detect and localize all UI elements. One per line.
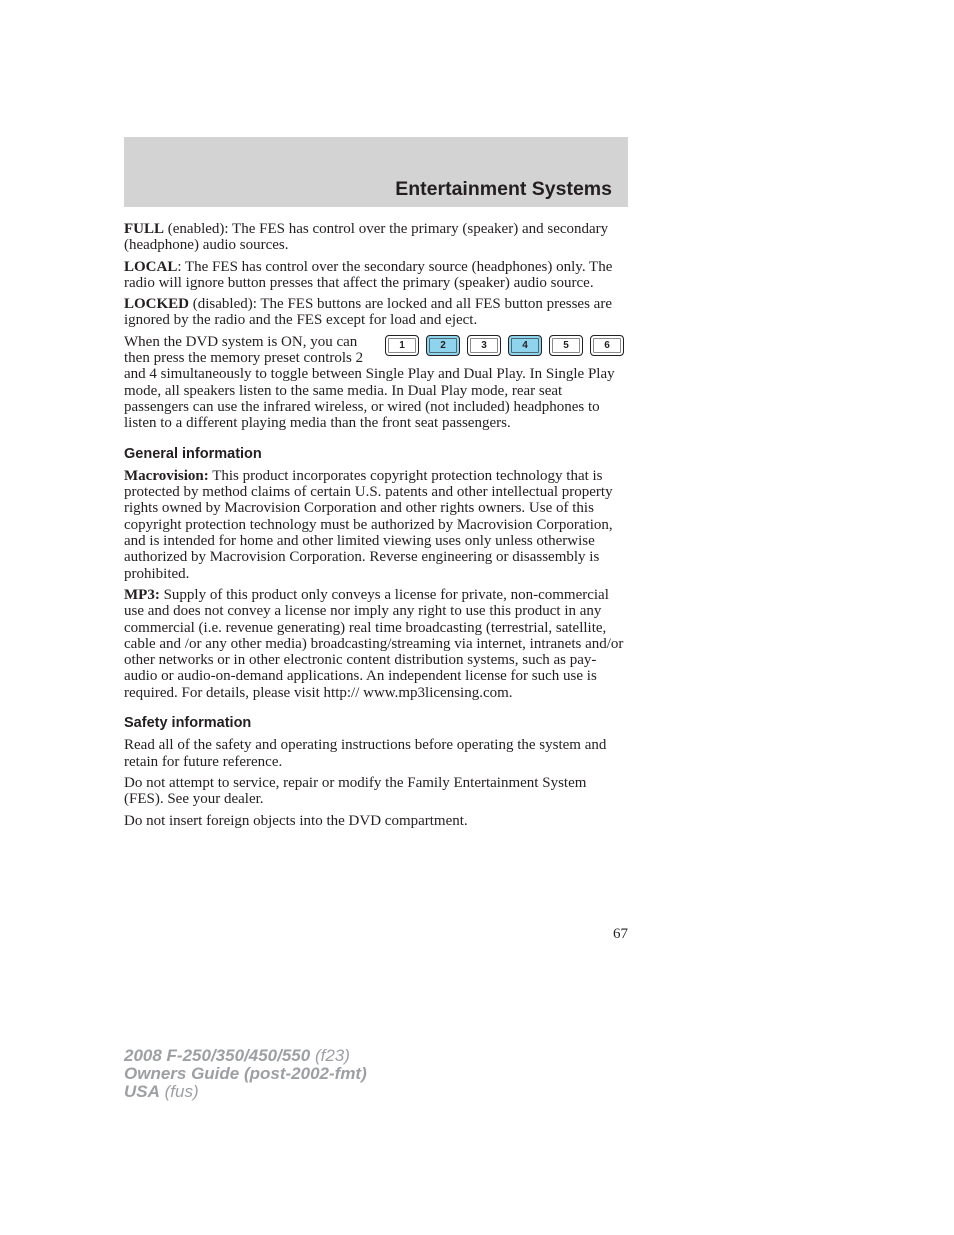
preset-button-1: 1 <box>385 335 419 356</box>
memory-preset-buttons-figure <box>385 334 631 364</box>
paragraph-safety-1: Read all of the safety and operating instructions before operating the system and retain for future reference. <box>124 737 607 770</box>
paragraph-local: LOCAL: The FES has control over the secondary source (headphones) only. The radio will ignore button presses that affect the primary (speaker) audio source. <box>124 258 613 291</box>
footer-line-1: 2008 F-250/350/450/550 (f23) <box>124 1046 350 1065</box>
footer-line-3: USA (fus) <box>124 1082 199 1101</box>
heading-safety-information: Safety information <box>124 715 252 732</box>
page-number: 67 <box>613 926 628 942</box>
term-local: LOCAL <box>124 258 178 275</box>
preset-button-6: 6 <box>590 335 624 356</box>
term-locked: LOCKED <box>124 296 190 313</box>
page-content <box>124 221 629 834</box>
heading-general-information: General information <box>124 445 262 462</box>
term-mp3: MP3: <box>124 586 160 603</box>
section-title: Entertainment Systems <box>395 178 612 200</box>
preset-button-3: 3 <box>467 335 501 356</box>
preset-button-2: 2 <box>426 335 460 356</box>
paragraph-locked: LOCKED (disabled): The FES buttons are locked and all FES button presses are ignored by the radio and the FES except for load and eject. <box>124 296 612 329</box>
term-macrovision: Macrovision: <box>124 467 209 484</box>
paragraph-full: FULL (enabled): The FES has control over the primary (speaker) and secondary (headphone) audio sources. <box>124 221 609 254</box>
document-footer <box>124 1047 367 1101</box>
paragraph-macrovision: Macrovision: This product incorporates copyright protection technology that is protected by method claims of certain U.S. patents and other intellectual property rights owned by Macrovision Corporation and other rights owners. Use of this copyright protection technology must be authorized by Macrovision Corporation, and is intended for home and other limited viewing uses only unless otherwise authorized by Macrovision Corporation. Reverse engineering or disassembly is prohibited. <box>124 467 613 582</box>
section-header-band <box>124 137 628 207</box>
paragraph-safety-2: Do not attempt to service, repair or modify the Family Entertainment System (FES). See your dealer. <box>124 774 587 808</box>
paragraph-mp3: MP3: Supply of this product only conveys a license for private, non-commercial use and does not convey a license nor imply any right to use this product in any commercial (i.e. revenue generating) real time broadcasting (terrestrial, satellite, cable and /or any other media) broadcasting/streaming via internet, intranets and/or other networks or in other electronic content distribution systems, such as pay-audio or audio-on-demand applications. An independent license for such use is required. For details, please visit http:// www.mp3licensing.com. <box>124 586 624 701</box>
term-full: FULL <box>124 221 165 237</box>
preset-button-4: 4 <box>508 335 542 356</box>
paragraph-safety-3: Do not insert foreign objects into the DVD compartment. <box>124 812 468 829</box>
footer-line-2: Owners Guide (post-2002-fmt) <box>124 1064 367 1083</box>
preset-button-5: 5 <box>549 335 583 356</box>
paragraph-dvd-dual-play: 1 2 3 4 5 6 When the DVD system is ON, you can then press the memory preset controls 2 and 4 simultaneously to toggle between Single Play and Dual Play. In Single Play mode, all speakers listen to the same media. In Dual Play mode, rear seat passengers can use the infrared wireless, or wired (not included) headphones to listen to a different playing media than the front seat passengers. <box>124 334 629 432</box>
